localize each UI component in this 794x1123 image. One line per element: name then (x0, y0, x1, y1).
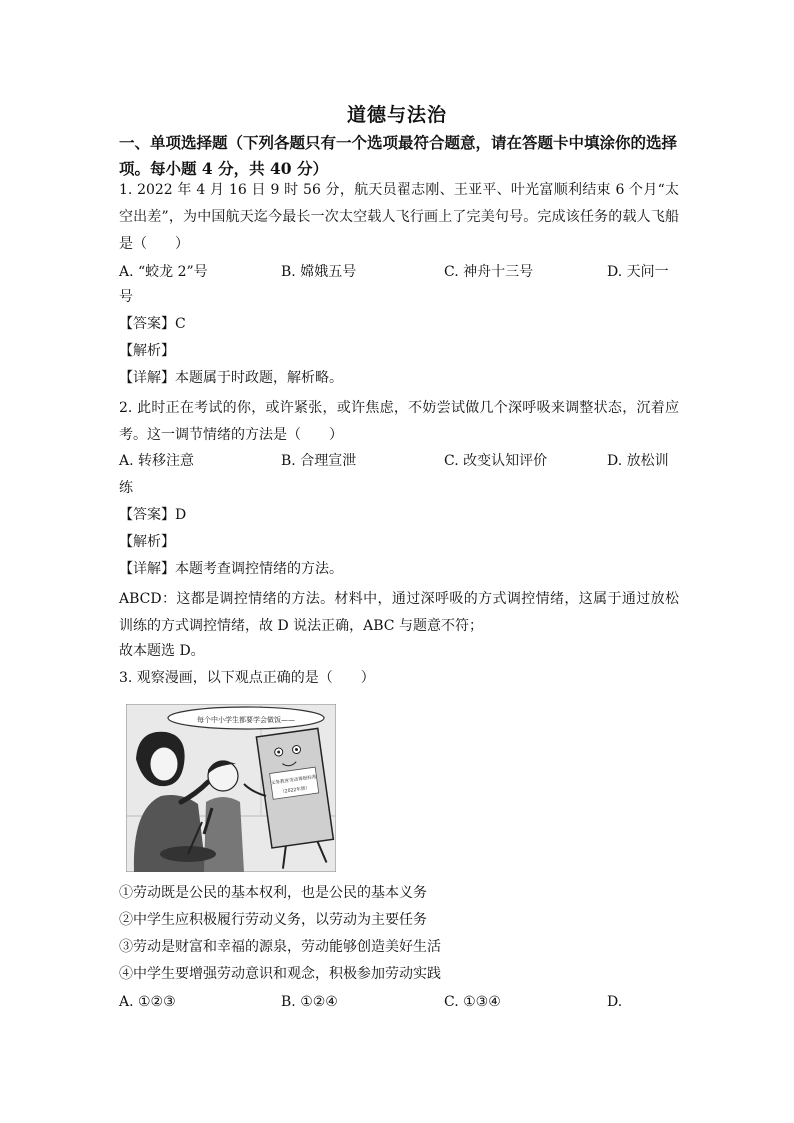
q3-statement-4: ④中学生要增强劳动意识和观念，积极参加劳动实践 (119, 966, 441, 982)
q1-option-d: D. 天问一 (607, 264, 669, 280)
q2-option-b: B. 合理宣泄 (281, 453, 357, 469)
q2-answer: 【答案】D (119, 507, 187, 523)
section-header: 一、单项选择题（下列各题只有一个选项最符合题意，请在答题卡中填涂你的选择项。每小题 4 分，共 40 分） (119, 133, 678, 178)
q2-option-c: C. 改变认知评价 (444, 453, 548, 469)
q2-option-a: A. 转移注意 (119, 453, 195, 469)
q2-explain: ABCD：这都是调控情绪的方法。材料中，通过深呼吸的方式调控情绪，这属于通过放松训练的方式调控情绪，故 D 说法正确，ABC 与题意不符； (119, 591, 679, 634)
q3-option-a: A. ①②③ (119, 994, 176, 1010)
q3-option-c: C. ①③④ (444, 994, 501, 1010)
q2-stem: 2. 此时正在考试的你，或许紧张，或许焦虑，不妨尝试做几个深呼吸来调整状态，沉着应考。这一调节情绪的方法是（ ） (119, 400, 679, 443)
q3-statement-1: ①劳动既是公民的基本权利，也是公民的基本义务 (119, 885, 427, 901)
q1-option-a: A. “蛟龙 2”号 (119, 264, 208, 280)
q3-cartoon-image (126, 704, 336, 872)
cartoon-drawing (126, 704, 336, 872)
q2-option-d: D. 放松训 (607, 453, 669, 469)
q1-answer: 【答案】C (119, 316, 186, 332)
q3-option-d: D. (607, 994, 623, 1010)
speech-bubble-text: 每个中小学生都要学会做饭—— (197, 716, 295, 724)
boy-body (204, 797, 244, 872)
q2-detail: 【详解】本题考查调控情绪的方法。 (119, 561, 343, 577)
q2-conclusion: 故本题选 D。 (119, 643, 205, 659)
q3-stem: 3. 观察漫画，以下观点正确的是（ ） (119, 670, 375, 686)
q2-analysis: 【解析】 (119, 534, 175, 550)
q3-statement-3: ③劳动是财富和幸福的源泉，劳动能够创造美好生活 (119, 939, 441, 955)
book-title: 义务教育劳动课程标准 (270, 775, 317, 787)
q3-statement-2: ②中学生应积极履行劳动义务，以劳动为主要任务 (119, 912, 427, 928)
q1-stem: 1. 2022 年 4 月 16 日 9 时 56 分，航天员翟志刚、王亚平、叶光富顺利结束 6 个月“太空出差”，为中国航天迄今最长一次太空载人飞行画上了完美句号。完成该任务的载人飞船是（ ） (119, 182, 679, 252)
q1-option-c: C. 神舟十三号 (444, 264, 534, 280)
q1-detail: 【详解】本题属于时政题，解析略。 (119, 370, 343, 386)
q1-analysis: 【解析】 (119, 343, 175, 359)
q3-option-b: B. ①②④ (281, 994, 338, 1010)
q2-option-d-wrap: 练 (119, 480, 133, 496)
q1-option-b: B. 嫦娥五号 (281, 264, 357, 280)
q1-option-d-wrap: 号 (119, 289, 133, 305)
page-title: 道德与法治 (346, 104, 447, 126)
book-year: （2022年版） (279, 786, 311, 796)
